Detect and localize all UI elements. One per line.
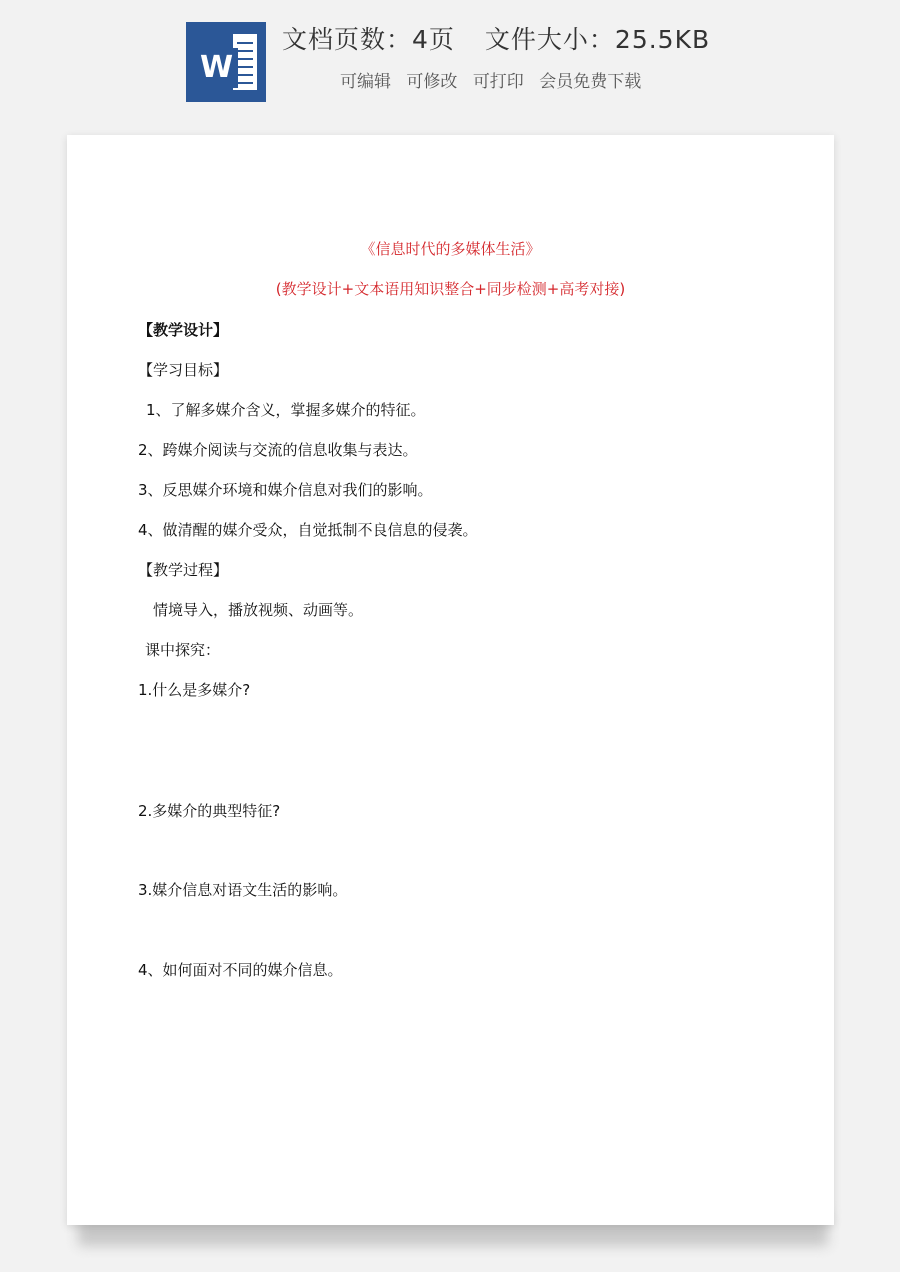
feature-printable: 可打印 [472, 72, 524, 92]
process-intro: 情境导入，播放视频、动画等。 [153, 601, 364, 619]
question-4: 4、如何面对不同的媒介信息。 [138, 961, 343, 979]
section-heading-teaching-design: 【教学设计】 [138, 321, 229, 339]
goal-item-1: 1、了解多媒介含义，掌握多媒介的特征。 [146, 401, 426, 419]
feature-list [340, 67, 651, 92]
section-heading-learning-goals: 【学习目标】 [138, 361, 229, 379]
word-logo-letter: W [192, 48, 238, 88]
feature-modifiable: 可修改 [406, 72, 458, 92]
question-3: 3.媒介信息对语文生活的影响。 [138, 881, 348, 899]
document-page [67, 135, 834, 1225]
file-info-title [282, 20, 710, 56]
word-document-icon [186, 22, 266, 102]
question-2: 2.多媒介的典型特征? [138, 802, 281, 820]
feature-editable: 可编辑 [340, 72, 391, 92]
section-heading-teaching-process: 【教学过程】 [138, 561, 229, 579]
process-inquiry: 课中探究： [145, 641, 221, 659]
document-subtitle: (教学设计+文本语用知识整合+同步检测+高考对接) [275, 280, 626, 298]
header-banner [0, 0, 900, 120]
goal-item-3: 3、反思媒介环境和媒介信息对我们的影响。 [138, 481, 433, 499]
page-count-label: 文档页数：4页 [282, 25, 455, 54]
file-size-label: 文件大小：25.5KB [484, 25, 711, 54]
goal-item-2: 2、跨媒介阅读与交流的信息收集与表达。 [138, 441, 418, 459]
goal-item-4: 4、做清醒的媒介受众，自觉抵制不良信息的侵袭。 [138, 521, 478, 539]
question-1: 1.什么是多媒介? [138, 681, 251, 699]
feature-member-download: 会员免费下载 [539, 72, 642, 92]
document-title: 《信息时代的多媒体生活》 [360, 240, 541, 258]
